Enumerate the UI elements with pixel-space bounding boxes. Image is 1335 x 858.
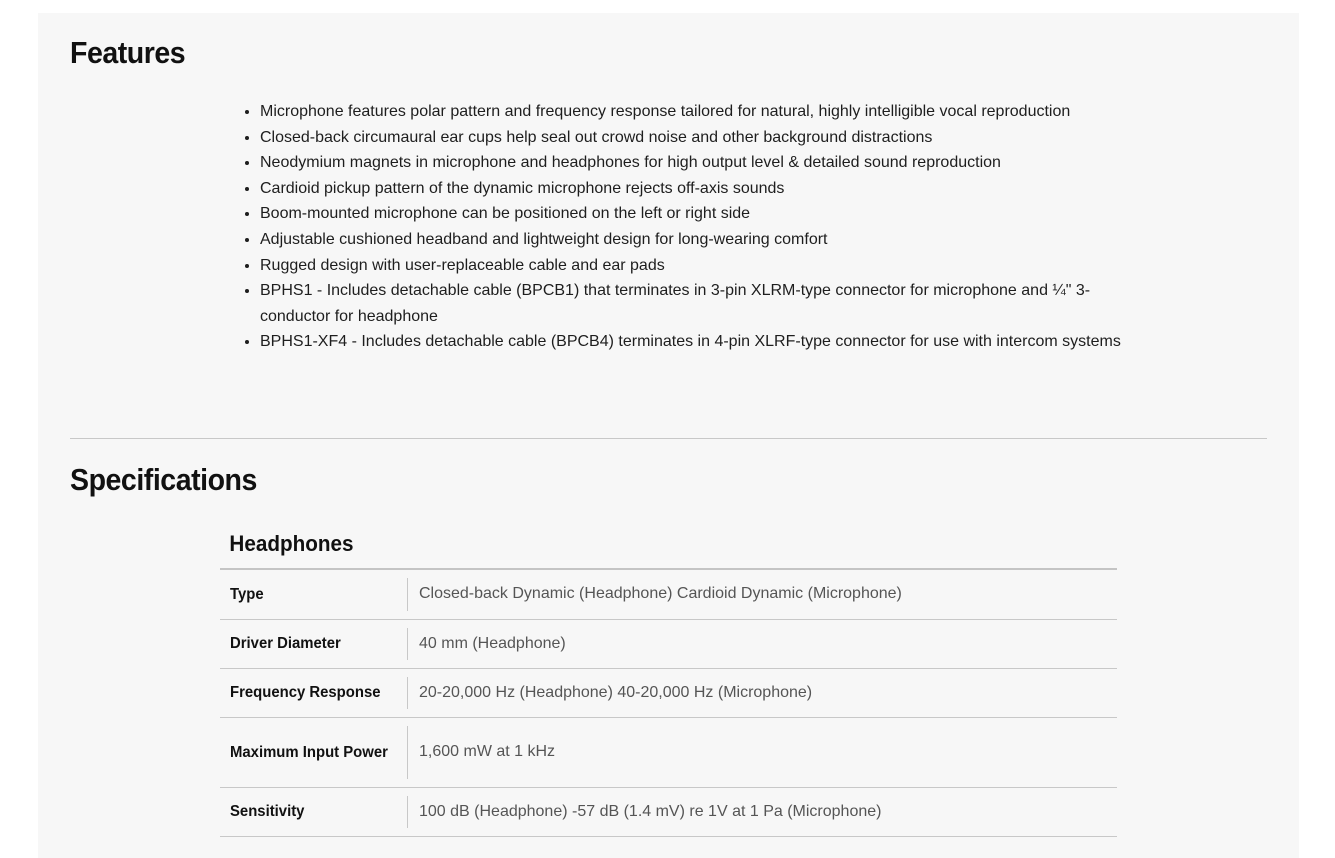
spec-row-type	[220, 570, 1117, 619]
spec-value: 20-20,000 Hz (Headphone) 40-20,000 Hz (Microphone)	[419, 683, 813, 701]
spec-label-text: Maximum Input Power	[230, 743, 388, 761]
spec-row-driver-diameter	[220, 619, 1117, 668]
feature-item: • Rugged design with user-replaceable cable and ear pads	[260, 253, 1140, 279]
spec-group-title: Headphones	[229, 531, 354, 556]
feature-item: • Boom-mounted microphone can be positioned on the left or right side	[260, 201, 1140, 227]
spec-row-maximum-input-power	[220, 717, 1117, 787]
spec-label-text: Sensitivity	[230, 803, 305, 820]
feature-item: • Adjustable cushioned headband and lightweight design for long-wearing comfort	[260, 227, 1140, 253]
spec-label-text: Frequency Response	[230, 684, 381, 701]
feature-item: • Neodymium magnets in microphone and headphones for high output level & detailed sound reproduction	[260, 150, 1140, 176]
features-list	[220, 99, 1140, 355]
section-divider	[70, 438, 1267, 439]
features-heading: Features	[70, 35, 186, 70]
feature-item: • Microphone features polar pattern and frequency response tailored for natural, highly intelligible vocal reproduction	[260, 99, 1140, 125]
spec-label-text: Type	[230, 585, 264, 603]
feature-item: • Closed-back circumaural ear cups help seal out crowd noise and other background distractions	[260, 125, 1140, 151]
spec-label	[220, 787, 408, 836]
spec-group-headphones	[220, 526, 1117, 837]
spec-label	[220, 570, 408, 619]
spec-label	[220, 717, 408, 787]
spec-table	[220, 570, 1117, 837]
spec-value: 40 mm (Headphone)	[419, 634, 566, 652]
spec-label	[220, 668, 408, 717]
spec-value: 100 dB (Headphone) -57 dB (1.4 mV) re 1V at 1 Pa (Microphone)	[419, 802, 882, 820]
spec-value: Closed-back Dynamic (Headphone) Cardioid Dynamic (Microphone)	[419, 585, 902, 603]
spec-row-frequency-response	[220, 668, 1117, 717]
content-panel	[38, 13, 1299, 858]
spec-row-sensitivity	[220, 787, 1117, 836]
feature-item: • BPHS1 - Includes detachable cable (BPCB1) that terminates in 3-pin XLRM-type connector for microphone and ¼" 3-conductor for headphone	[260, 278, 1140, 329]
spec-value: 1,600 mW at 1 kHz	[419, 743, 556, 760]
specifications-heading: Specifications	[70, 462, 257, 497]
feature-item: • Cardioid pickup pattern of the dynamic microphone rejects off-axis sounds	[260, 176, 1140, 202]
spec-label-text: Driver Diameter	[230, 635, 341, 652]
feature-item: • BPHS1-XF4 - Includes detachable cable (BPCB4) terminates in 4-pin XLRF-type connector for use with intercom systems	[260, 329, 1140, 355]
spec-label	[220, 619, 408, 668]
